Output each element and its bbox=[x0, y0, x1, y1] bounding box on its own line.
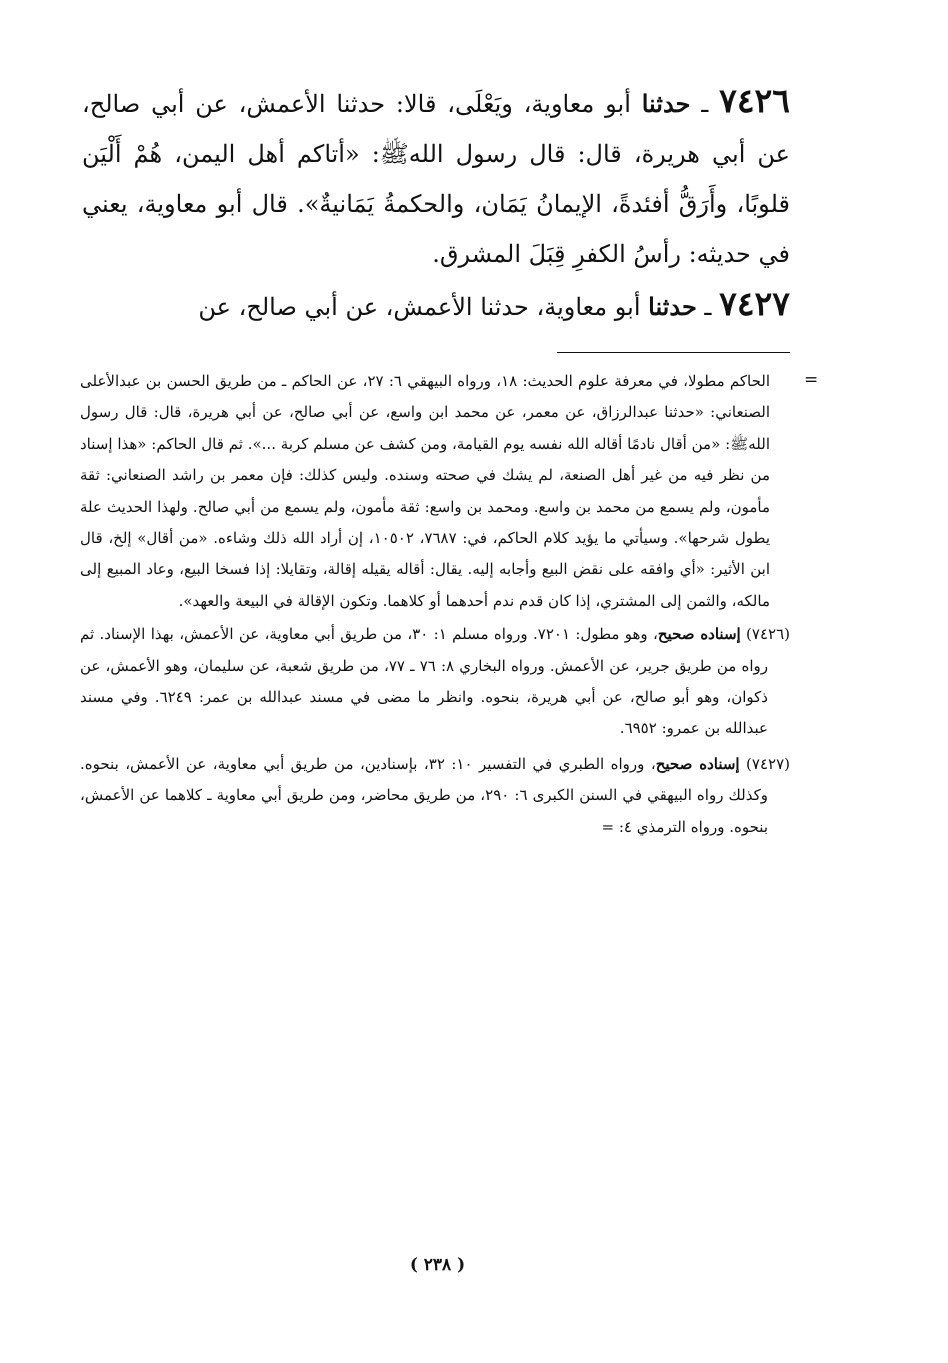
hadith-lead: حدثنا bbox=[641, 89, 691, 118]
main-text bbox=[82, 76, 790, 332]
footnote-number: (٧٤٢٧) bbox=[739, 754, 790, 773]
footnote-text: ، ورواه الطبري في التفسير ١٠: ٣٢، بإسنادين، من طريق أبي معاوية، عن الأعمش، بنحوه. وكذلك رواه البيهقي في السنن الكبرى ٦: ٢٩٠، من طريق محاضر، ومن طريق أبي معاوية ـ كلاهما عن الأعمش، بنحوه. ورواه الترمذي ٤: = bbox=[80, 754, 768, 836]
footnote-lead: إسناده صحيح bbox=[655, 754, 740, 773]
hadith-lead: حدثنا bbox=[648, 292, 697, 321]
hadith-number: ٧٤٢٦ bbox=[719, 81, 790, 120]
footnote-continued: الحاكم مطولا، في معرفة علوم الحديث: ١٨، ورواه البيهقي ٦: ٢٧، عن الحاكم ـ من طريق الحسن بن عبدالأعلى الصنعاني: «حدثنا عبدالرزاق، عن معمر، عن محمد ابن واسع، عن أبي صالح، عن أبي هريرة، قال: قال رسول اللهﷺ: «من أقال نادمًا أقاله الله نفسه يوم القيامة، ومن كشف عن مسلم كربة ...». ثم قال الحاكم: «هذا إسناد من نظر فيه من غير أهل الصنعة، لم يشك في صحته وسنده. وليس كذلك: فإن معمر بن راشد الصنعاني: ثقة مأمون، ولم يسمع من محمد بن واسع. ومحمد بن واسع: ثقة مأمون، ولم يسمع من أبي صالح. ولهذا الحديث علة يطول شرحها». وسيأتي ما يؤيد كلام الحاكم، في: ٧٦٨٧، ١٠٥٠٢، إن أراد الله ذلك وشاءه. «من أقال» إلخ، قال ابن الأثير: «أي وافقه على نقض البيع وأجابه إليه. يقال: أقاله يقيله إقالة، وتقايلا: إذا فسخا البيع، وعاد المبيع إلى مالكه، والثمن إلى المشتري، إذا كان قدم ندم أحدهما أو كلاهما. وتكون الإقالة في البيعة والعهد». bbox=[80, 372, 771, 610]
hadith-text: أبو معاوية، حدثنا الأعمش، عن أبي صالح، عن bbox=[198, 293, 649, 321]
hadith-number: ٧٤٢٧ bbox=[719, 284, 790, 323]
hadith-text: أبو معاوية، ويَعْلَى، قالا: حدثنا الأعمش، عن أبي صالح، عن أبي هريرة، قال: قال رسول اللهﷺ: «أتاكم أهل اليمن، هُمْ أَلْيَن قلوبًا، وأَرَقُّ أفئدةً، الإيمانُ يَمَان، والحكمةُ يَمَانيةٌ». قال أبو معاوية، يعني في حديثه: رأسُ الكفرِ قِبَلَ المشرق. bbox=[82, 90, 790, 268]
page-number: ( ٢٣٨ ) bbox=[409, 1255, 466, 1275]
footnotes bbox=[80, 366, 790, 847]
footnote-separator bbox=[557, 352, 790, 353]
hadith-7427 bbox=[82, 279, 790, 332]
continuation-mark: = bbox=[804, 370, 819, 390]
footnote-text: ، وهو مطول: ٧٢٠١. ورواه مسلم ١: ٣٠، من طريق أبي معاوية، عن الأعمش، بهذا الإسناد. ثم رواه من طريق جرير، عن الأعمش. ورواه البخاري ٨: ٧٦ ـ ٧٧، من طريق شعبة، عن سليمان، وهو الأعمش، عن ذكوان، وهو أبو صالح، عن أبي هريرة، بنحوه. وانظر ما مضى في مسند عبدالله بن عمر: ٦٢٤٩. وفي مسند عبدالله بن عمرو: ٦٩٥٢. bbox=[80, 625, 768, 738]
hadith-7426 bbox=[82, 76, 790, 279]
footnote-lead: إسناده صحيح bbox=[657, 625, 741, 644]
footnote-number: (٧٤٢٦) bbox=[740, 625, 790, 644]
footnote-7426 bbox=[80, 619, 790, 745]
hadith-dash: ـ bbox=[696, 293, 720, 321]
hadith-dash: ـ bbox=[690, 90, 720, 118]
footnote-7427 bbox=[80, 749, 790, 843]
